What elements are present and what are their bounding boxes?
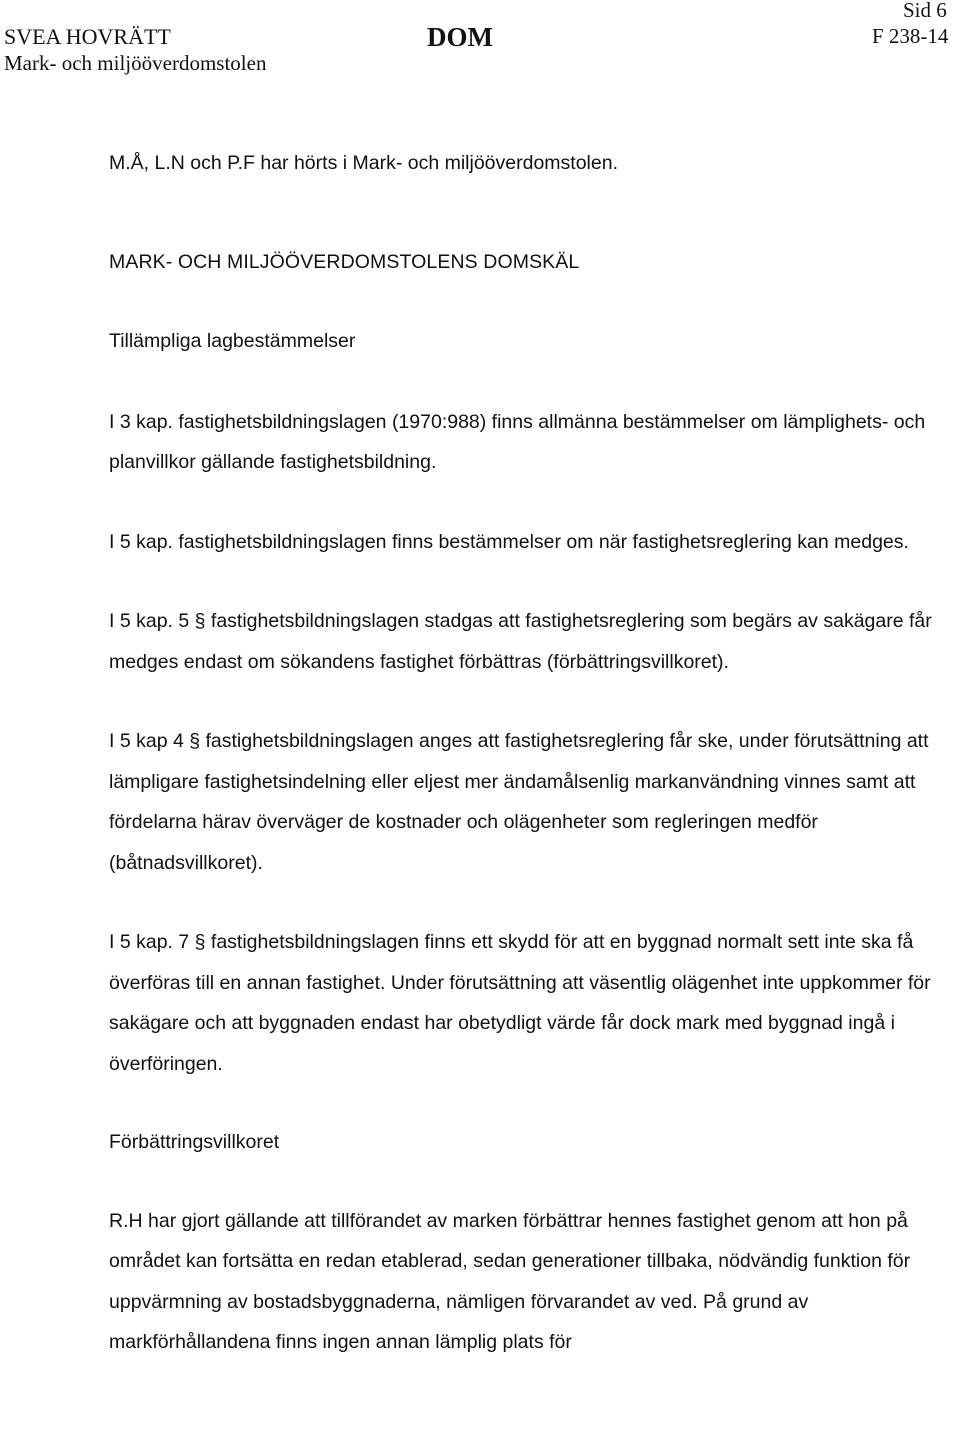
paragraph-3: I 5 kap. 5 § fastighetsbildningslagen stadgas att fastighetsreglering som begärs av sakägare får medges endast om sökandens fastighet förbättras (förbättringsvillkoret). [109, 610, 932, 673]
section-heading: MARK- OCH MILJÖÖVERDOMSTOLENS DOMSKÄL [109, 250, 580, 273]
subsection-title: Förbättringsvillkoret [109, 1131, 280, 1153]
document-body [109, 143, 939, 1363]
department-name: Mark- och miljööverdomstolen [4, 51, 267, 75]
paragraph-2: I 5 kap. fastighetsbildningslagen finns bestämmelser om när fastighetsreglering kan medges. [109, 530, 909, 553]
document-type: DOM [427, 22, 493, 52]
court-name: SVEA HOVRÄTT [4, 24, 171, 49]
subsection-paragraph: R.H har gjort gällande att tillförandet av marken förbättrar hennes fastighet genom att hon på området kan fortsätta en redan etablerad, sedan generationer tillbaka, nödvändig funktion för uppvärmning av bostadsbyggnaderna, nämligen förvarandet av ved. På grund av markförhållandena finns ingen annan lämplig plats för [109, 1209, 911, 1353]
intro-paragraph: M.Å, L.N och P.F har hörts i Mark- och miljööverdomstolen. [109, 152, 618, 174]
subheading: Tillämpliga lagbestämmelser [109, 330, 356, 352]
page-number: Sid 6 [903, 0, 947, 22]
paragraph-4: I 5 kap 4 § fastighetsbildningslagen anges att fastighetsreglering får ske, under förutsättning att lämpligare fastighetsindelning eller eljest mer ändamålsenlig markanvändning vinnes samt att fördelarna härav överväger de kostnader och olägenheter som regleringen medför (båtnadsvillkoret). [109, 730, 929, 874]
case-number: F 238-14 [872, 24, 949, 48]
paragraph-1: I 3 kap. fastighetsbildningslagen (1970:988) finns allmänna bestämmelser om lämplighets- och planvillkor gällande fastighetsbildning. [109, 410, 926, 473]
paragraph-5: I 5 kap. 7 § fastighetsbildningslagen finns ett skydd för att en byggnad normalt sett inte ska få överföras till en annan fastighet. Under förutsättning att väsentlig olägenhet inte uppkommer för sakägare och att byggnaden endast har obetydligt värde får dock mark med byggnad ingå i överföringen. [109, 931, 931, 1075]
